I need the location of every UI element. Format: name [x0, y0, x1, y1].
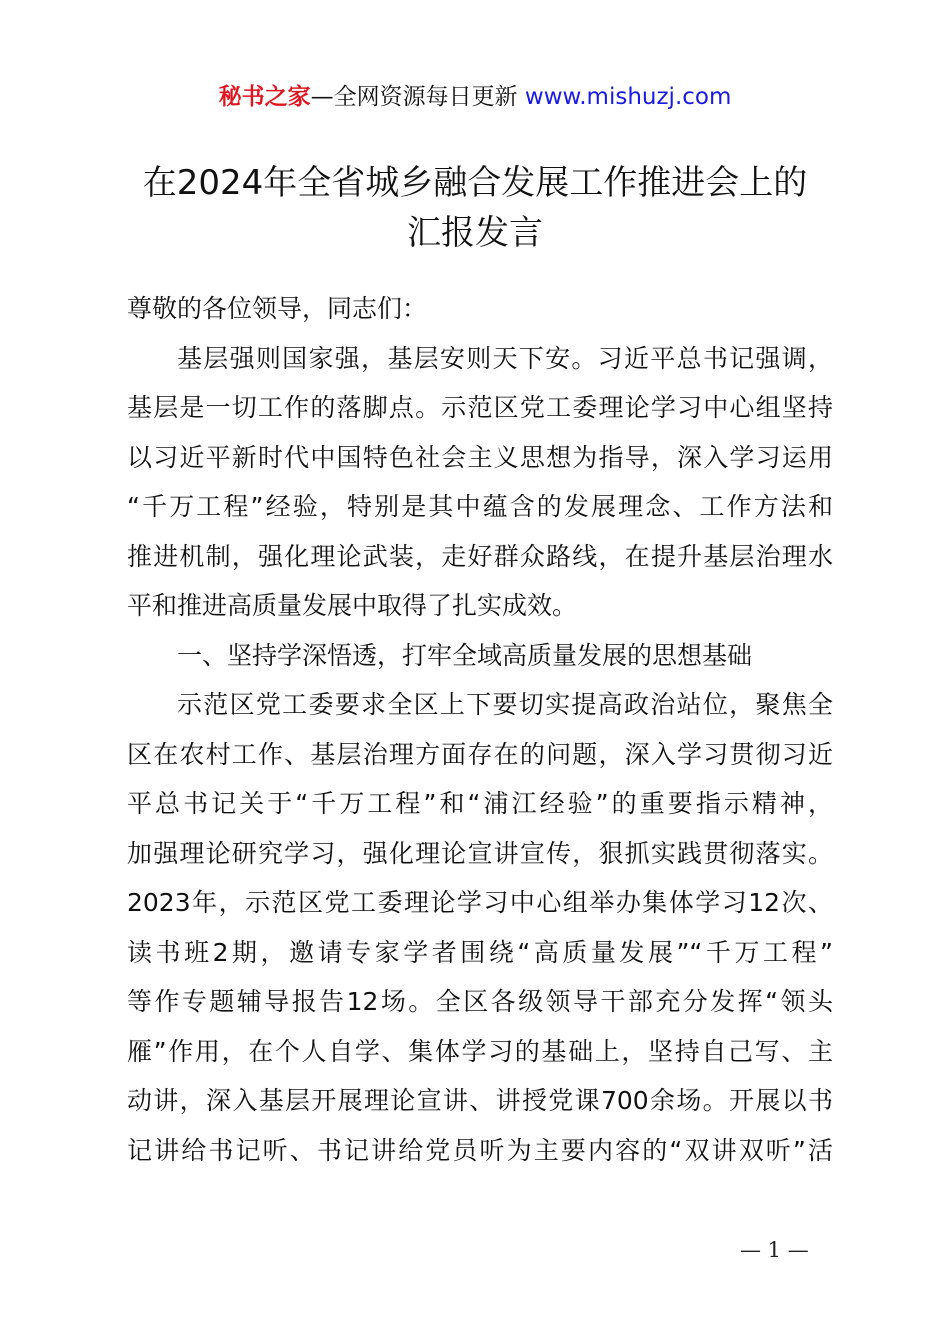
section-heading-1: 一、坚持学深悟透，打牢全域高质量发展的思想基础 [177, 640, 753, 670]
paragraph-1-line: 以习近平新时代中国特色社会主义思想为指导，深入学习运用 [127, 442, 833, 472]
paragraph-2-line: 2023年，示范区党工委理论学习中心组举办集体学习12次、 [127, 888, 833, 917]
paragraph-2-line: 平总书记关于“千万工程”和“浦江经验”的重要指示精神， [127, 789, 833, 818]
paragraph-1-line: 推进机制，强化理论武装，走好群众路线，在提升基层治理水 [127, 541, 833, 571]
paragraph-1-line: 基层强则国家强，基层安则天下安。习近平总书记强调， [177, 343, 833, 373]
paragraph-2-line: 示范区党工委要求全区上下要切实提高政治站位，聚焦全 [177, 690, 833, 719]
paragraph-2-line: 等作专题辅导报告12场。全区各级领导干部充分发挥“领头 [127, 987, 833, 1016]
paragraph-2-line: 加强理论研究学习，强化理论宣讲宣传，狠抓实践贯彻落实。 [127, 838, 833, 868]
paragraph-1-line: 平和推进高质量发展中取得了扎实成效。 [127, 591, 578, 620]
source-banner [0, 82, 950, 112]
page-number: — 1 — [740, 1238, 809, 1262]
salutation: 尊敬的各位领导，同志们： [127, 294, 428, 323]
paragraph-1-line: “千万工程”经验，特别是其中蕴含的发展理念、工作方法和 [127, 492, 833, 521]
paragraph-2-line: 区在农村工作、基层治理方面存在的问题，深入学习贯彻习近 [127, 739, 833, 769]
banner-slogan: —全网资源每日更新 [310, 84, 525, 110]
banner-url-link[interactable]: www.mishuzj.com [524, 84, 732, 110]
title-line-2: 汇报发言 [407, 213, 543, 253]
document-body [127, 284, 833, 1175]
paragraph-1-line: 基层是一切工作的落脚点。示范区党工委理论学习中心组坚持 [127, 393, 833, 422]
paragraph-2-line: 记讲给书记听、书记讲给党员听为主要内容的“双讲双听”活 [127, 1135, 833, 1165]
title-line-1: 在2024年全省城乡融合发展工作推进会上的 [142, 163, 808, 203]
paragraph-2-line: 雁”作用，在个人自学、集体学习的基础上，坚持自己写、主 [127, 1036, 833, 1066]
paragraph-2-line: 读书班2期，邀请专家学者围绕“高质量发展”“千万工程” [127, 937, 833, 967]
paragraph-2-line: 动讲，深入基层开展理论宣讲、讲授党课700余场。开展以书 [127, 1086, 833, 1115]
document-title [100, 158, 850, 258]
banner-brand: 秘书之家 [218, 84, 311, 110]
